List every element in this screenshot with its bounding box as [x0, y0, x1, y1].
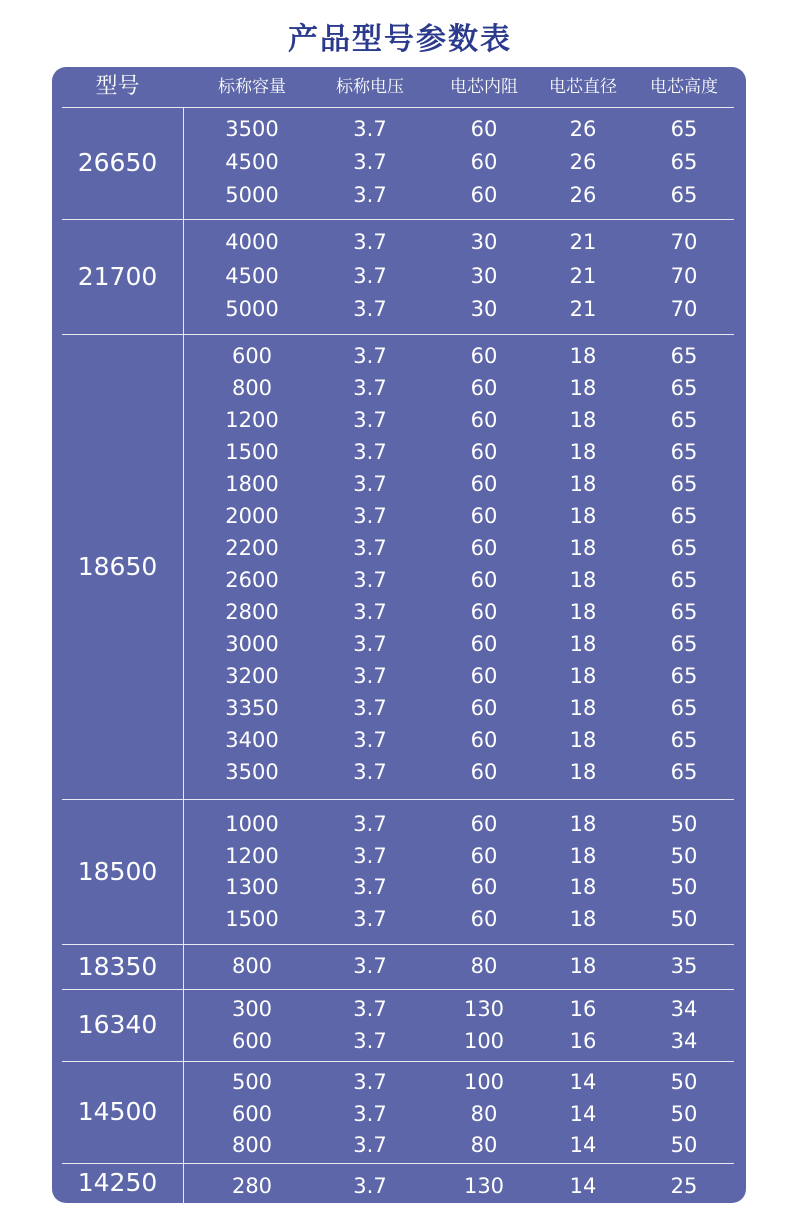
- table-cell: 3.7: [353, 376, 387, 400]
- group-divider: [62, 799, 734, 800]
- table-cell: 60: [470, 472, 498, 496]
- table-cell: 50: [670, 1101, 698, 1126]
- table-cell: 100: [463, 1070, 505, 1094]
- column-divider: [183, 107, 184, 219]
- model-label: 16340: [77, 1010, 158, 1039]
- table-cell: 18: [569, 843, 597, 868]
- table-cell: 130: [463, 997, 505, 1021]
- table-cell: 800: [231, 376, 273, 400]
- table-cell: 18: [569, 344, 597, 368]
- table-cell: 60: [470, 664, 498, 688]
- column-divider: [183, 219, 184, 334]
- table-cell: 60: [470, 183, 498, 207]
- table-cell: 50: [670, 1070, 698, 1094]
- table-cell: 1200: [225, 843, 279, 868]
- table-cell: 3200: [225, 664, 279, 688]
- table-cell: 65: [670, 344, 698, 368]
- table-cell: 18: [569, 440, 597, 464]
- table-cell: 300: [231, 997, 273, 1021]
- table-cell: 65: [670, 150, 698, 174]
- table-cell: 3.7: [353, 1101, 387, 1126]
- table-cell: 3.7: [353, 997, 387, 1021]
- table-cell: 3.7: [353, 906, 387, 931]
- header-resistance: 电芯内阻: [450, 77, 518, 97]
- table-cell: 65: [670, 632, 698, 656]
- table-cell: 1800: [225, 472, 279, 496]
- table-cell: 3.7: [353, 728, 387, 752]
- column-divider: [183, 989, 184, 1061]
- model-label: 14250: [77, 1168, 158, 1197]
- table-cell: 60: [470, 843, 498, 868]
- group-divider: [62, 989, 734, 990]
- table-cell: 100: [463, 1029, 505, 1053]
- table-cell: 3.7: [353, 1070, 387, 1094]
- table-cell: 60: [470, 812, 498, 836]
- table-cell: 60: [470, 440, 498, 464]
- table-cell: 50: [670, 812, 698, 836]
- table-cell: 70: [670, 297, 698, 321]
- table-cell: 60: [470, 696, 498, 720]
- table-cell: 3.7: [353, 954, 387, 978]
- header-capacity: 标称容量: [218, 77, 286, 97]
- table-cell: 18: [569, 728, 597, 752]
- table-cell: 30: [470, 263, 498, 288]
- model-label: 21700: [77, 261, 158, 291]
- table-cell: 3350: [225, 696, 279, 720]
- table-cell: 3.7: [353, 230, 387, 254]
- table-cell: 2800: [225, 600, 279, 624]
- table-cell: 2600: [225, 568, 279, 592]
- table-cell: 65: [670, 600, 698, 624]
- table-cell: 65: [670, 376, 698, 400]
- table-cell: 18: [569, 875, 597, 900]
- table-cell: 3.7: [353, 664, 387, 688]
- table-cell: 65: [670, 440, 698, 464]
- table-cell: 4000: [225, 230, 279, 254]
- table-cell: 18: [569, 504, 597, 528]
- table-cell: 500: [231, 1070, 273, 1094]
- table-cell: 4500: [225, 263, 279, 288]
- table-cell: 3.7: [353, 408, 387, 432]
- group-divider: [62, 219, 734, 220]
- group-divider: [62, 334, 734, 335]
- table-cell: 600: [231, 1101, 273, 1126]
- table-cell: 80: [470, 1101, 498, 1126]
- table-cell: 3.7: [353, 536, 387, 560]
- table-cell: 3.7: [353, 568, 387, 592]
- table-cell: 3.7: [353, 472, 387, 496]
- group-divider: [62, 1163, 734, 1164]
- table-cell: 60: [470, 728, 498, 752]
- table-cell: 3500: [225, 760, 279, 784]
- table-cell: 65: [670, 728, 698, 752]
- table-cell: 16: [569, 1029, 597, 1053]
- table-cell: 60: [470, 117, 498, 141]
- table-cell: 600: [231, 344, 273, 368]
- table-cell: 3.7: [353, 297, 387, 321]
- table-cell: 1500: [225, 906, 279, 931]
- table-cell: 18: [569, 760, 597, 784]
- table-cell: 18: [569, 632, 597, 656]
- group-divider: [62, 944, 734, 945]
- table-cell: 60: [470, 504, 498, 528]
- table-cell: 60: [470, 536, 498, 560]
- table-cell: 3.7: [353, 263, 387, 288]
- table-cell: 800: [231, 1133, 273, 1157]
- table-cell: 2200: [225, 536, 279, 560]
- table-cell: 65: [670, 504, 698, 528]
- column-divider: [183, 334, 184, 799]
- table-cell: 65: [670, 408, 698, 432]
- table-cell: 800: [231, 954, 273, 978]
- model-label: 18500: [77, 856, 158, 886]
- table-cell: 60: [470, 150, 498, 174]
- group-divider: [62, 107, 734, 108]
- table-cell: 280: [231, 1174, 273, 1198]
- page-title: 产品型号参数表: [288, 22, 512, 57]
- table-cell: 18: [569, 376, 597, 400]
- table-cell: 34: [670, 997, 698, 1021]
- header-height: 电芯高度: [650, 77, 718, 97]
- table-cell: 65: [670, 664, 698, 688]
- table-cell: 1000: [225, 812, 279, 836]
- table-cell: 26: [569, 117, 597, 141]
- table-cell: 65: [670, 696, 698, 720]
- table-cell: 18: [569, 568, 597, 592]
- table-cell: 3.7: [353, 696, 387, 720]
- table-cell: 35: [670, 954, 698, 978]
- table-cell: 1500: [225, 440, 279, 464]
- table-cell: 65: [670, 760, 698, 784]
- model-label: 26650: [77, 148, 158, 177]
- table-cell: 14: [569, 1101, 597, 1126]
- model-label: 18350: [77, 951, 158, 981]
- table-cell: 3.7: [353, 117, 387, 141]
- table-cell: 80: [470, 954, 498, 978]
- table-cell: 60: [470, 600, 498, 624]
- table-cell: 3.7: [353, 1133, 387, 1157]
- table-cell: 18: [569, 472, 597, 496]
- table-cell: 26: [569, 150, 597, 174]
- table-cell: 60: [470, 906, 498, 931]
- column-divider: [183, 799, 184, 944]
- table-cell: 50: [670, 906, 698, 931]
- table-cell: 18: [569, 408, 597, 432]
- table-cell: 3.7: [353, 183, 387, 207]
- table-cell: 60: [470, 568, 498, 592]
- table-cell: 5000: [225, 183, 279, 207]
- table-cell: 3.7: [353, 875, 387, 900]
- table-cell: 21: [569, 230, 597, 254]
- table-cell: 3000: [225, 632, 279, 656]
- table-cell: 34: [670, 1029, 698, 1053]
- header-voltage: 标称电压: [336, 77, 404, 97]
- spec-table: [52, 67, 746, 1203]
- table-cell: 65: [670, 568, 698, 592]
- table-cell: 3.7: [353, 632, 387, 656]
- table-cell: 21: [569, 263, 597, 288]
- model-label: 14500: [77, 1097, 158, 1126]
- table-cell: 80: [470, 1133, 498, 1157]
- table-cell: 2000: [225, 504, 279, 528]
- table-cell: 18: [569, 536, 597, 560]
- table-cell: 1300: [225, 875, 279, 900]
- table-cell: 65: [670, 183, 698, 207]
- table-cell: 50: [670, 1133, 698, 1157]
- group-divider: [62, 1061, 734, 1062]
- header-model: 型号: [95, 74, 140, 99]
- table-cell: 14: [569, 1174, 597, 1198]
- table-cell: 18: [569, 600, 597, 624]
- table-cell: 16: [569, 997, 597, 1021]
- table-cell: 60: [470, 344, 498, 368]
- table-cell: 3.7: [353, 504, 387, 528]
- header-diameter: 电芯直径: [549, 77, 617, 97]
- column-divider: [183, 1163, 184, 1203]
- table-cell: 3.7: [353, 1174, 387, 1198]
- table-cell: 600: [231, 1029, 273, 1053]
- table-cell: 18: [569, 954, 597, 978]
- table-cell: 3.7: [353, 1029, 387, 1053]
- table-cell: 3400: [225, 728, 279, 752]
- table-cell: 65: [670, 536, 698, 560]
- table-cell: 18: [569, 696, 597, 720]
- table-cell: 50: [670, 843, 698, 868]
- table-cell: 14: [569, 1133, 597, 1157]
- table-cell: 3.7: [353, 440, 387, 464]
- table-cell: 60: [470, 376, 498, 400]
- table-cell: 60: [470, 408, 498, 432]
- table-cell: 70: [670, 230, 698, 254]
- table-cell: 30: [470, 297, 498, 321]
- table-cell: 18: [569, 812, 597, 836]
- table-cell: 3.7: [353, 344, 387, 368]
- table-header: [52, 67, 746, 107]
- column-divider: [183, 944, 184, 989]
- table-cell: 25: [670, 1174, 698, 1198]
- table-cell: 1200: [225, 408, 279, 432]
- table-cell: 65: [670, 117, 698, 141]
- table-cell: 60: [470, 760, 498, 784]
- table-cell: 60: [470, 875, 498, 900]
- model-label: 18650: [77, 551, 158, 581]
- table-cell: 26: [569, 183, 597, 207]
- table-cell: 14: [569, 1070, 597, 1094]
- table-cell: 30: [470, 230, 498, 254]
- table-cell: 18: [569, 906, 597, 931]
- table-cell: 50: [670, 875, 698, 900]
- table-cell: 4500: [225, 150, 279, 174]
- table-cell: 3.7: [353, 150, 387, 174]
- table-cell: 70: [670, 263, 698, 288]
- table-cell: 21: [569, 297, 597, 321]
- table-cell: 60: [470, 632, 498, 656]
- table-cell: 3.7: [353, 843, 387, 868]
- table-cell: 130: [463, 1174, 505, 1198]
- table-cell: 3.7: [353, 760, 387, 784]
- table-cell: 18: [569, 664, 597, 688]
- column-divider: [183, 1061, 184, 1163]
- table-cell: 65: [670, 472, 698, 496]
- table-cell: 3.7: [353, 812, 387, 836]
- table-cell: 3.7: [353, 600, 387, 624]
- table-cell: 5000: [225, 297, 279, 321]
- table-cell: 3500: [225, 117, 279, 141]
